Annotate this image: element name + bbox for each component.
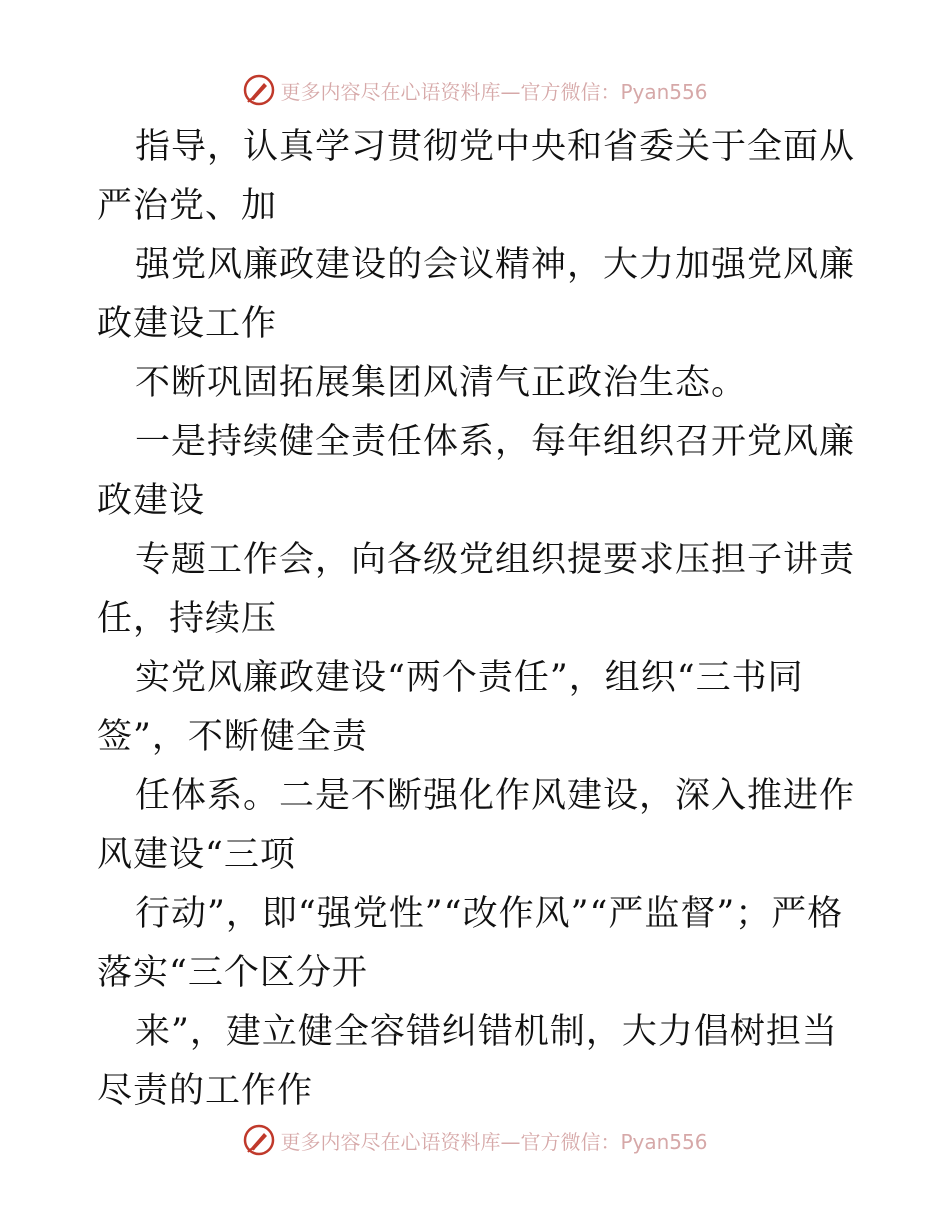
paragraph: 任体系。二是不断强化作风建设，深入推进作风建设“三项	[97, 776, 856, 875]
paragraph: 指导，认真学习贯彻党中央和省委关于全面从严治党、加	[97, 127, 856, 226]
paragraph: 实党风廉政建设“两个责任”，组织“三书同签”，不断健全责	[97, 658, 804, 757]
watermark-text: 更多内容尽在心语资料库—官方微信：Pyan556	[280, 1129, 708, 1154]
paragraph: 强党风廉政建设的会议精神，大力加强党风廉政建设工作	[97, 245, 856, 344]
paragraph: 不断巩固拓展集团风清气正政治生态。	[135, 363, 748, 403]
pen-logo-icon	[242, 1123, 276, 1157]
body-text	[97, 118, 857, 1121]
header-watermark	[0, 70, 950, 110]
paragraph: 行动”，即“强党性”“改作风”“严监督”；严格落实“三个区分开	[97, 894, 844, 993]
watermark-text: 更多内容尽在心语资料库—官方微信：Pyan556	[280, 79, 708, 104]
pen-logo-icon	[242, 73, 276, 107]
paragraph: 专题工作会，向各级党组织提要求压担子讲责任，持续压	[97, 540, 856, 639]
paragraph: 一是持续健全责任体系，每年组织召开党风廉政建设	[97, 422, 856, 521]
footer-watermark	[0, 1120, 950, 1160]
paragraph: 来”，建立健全容错纠错机制，大力倡树担当尽责的工作作	[97, 1012, 838, 1111]
